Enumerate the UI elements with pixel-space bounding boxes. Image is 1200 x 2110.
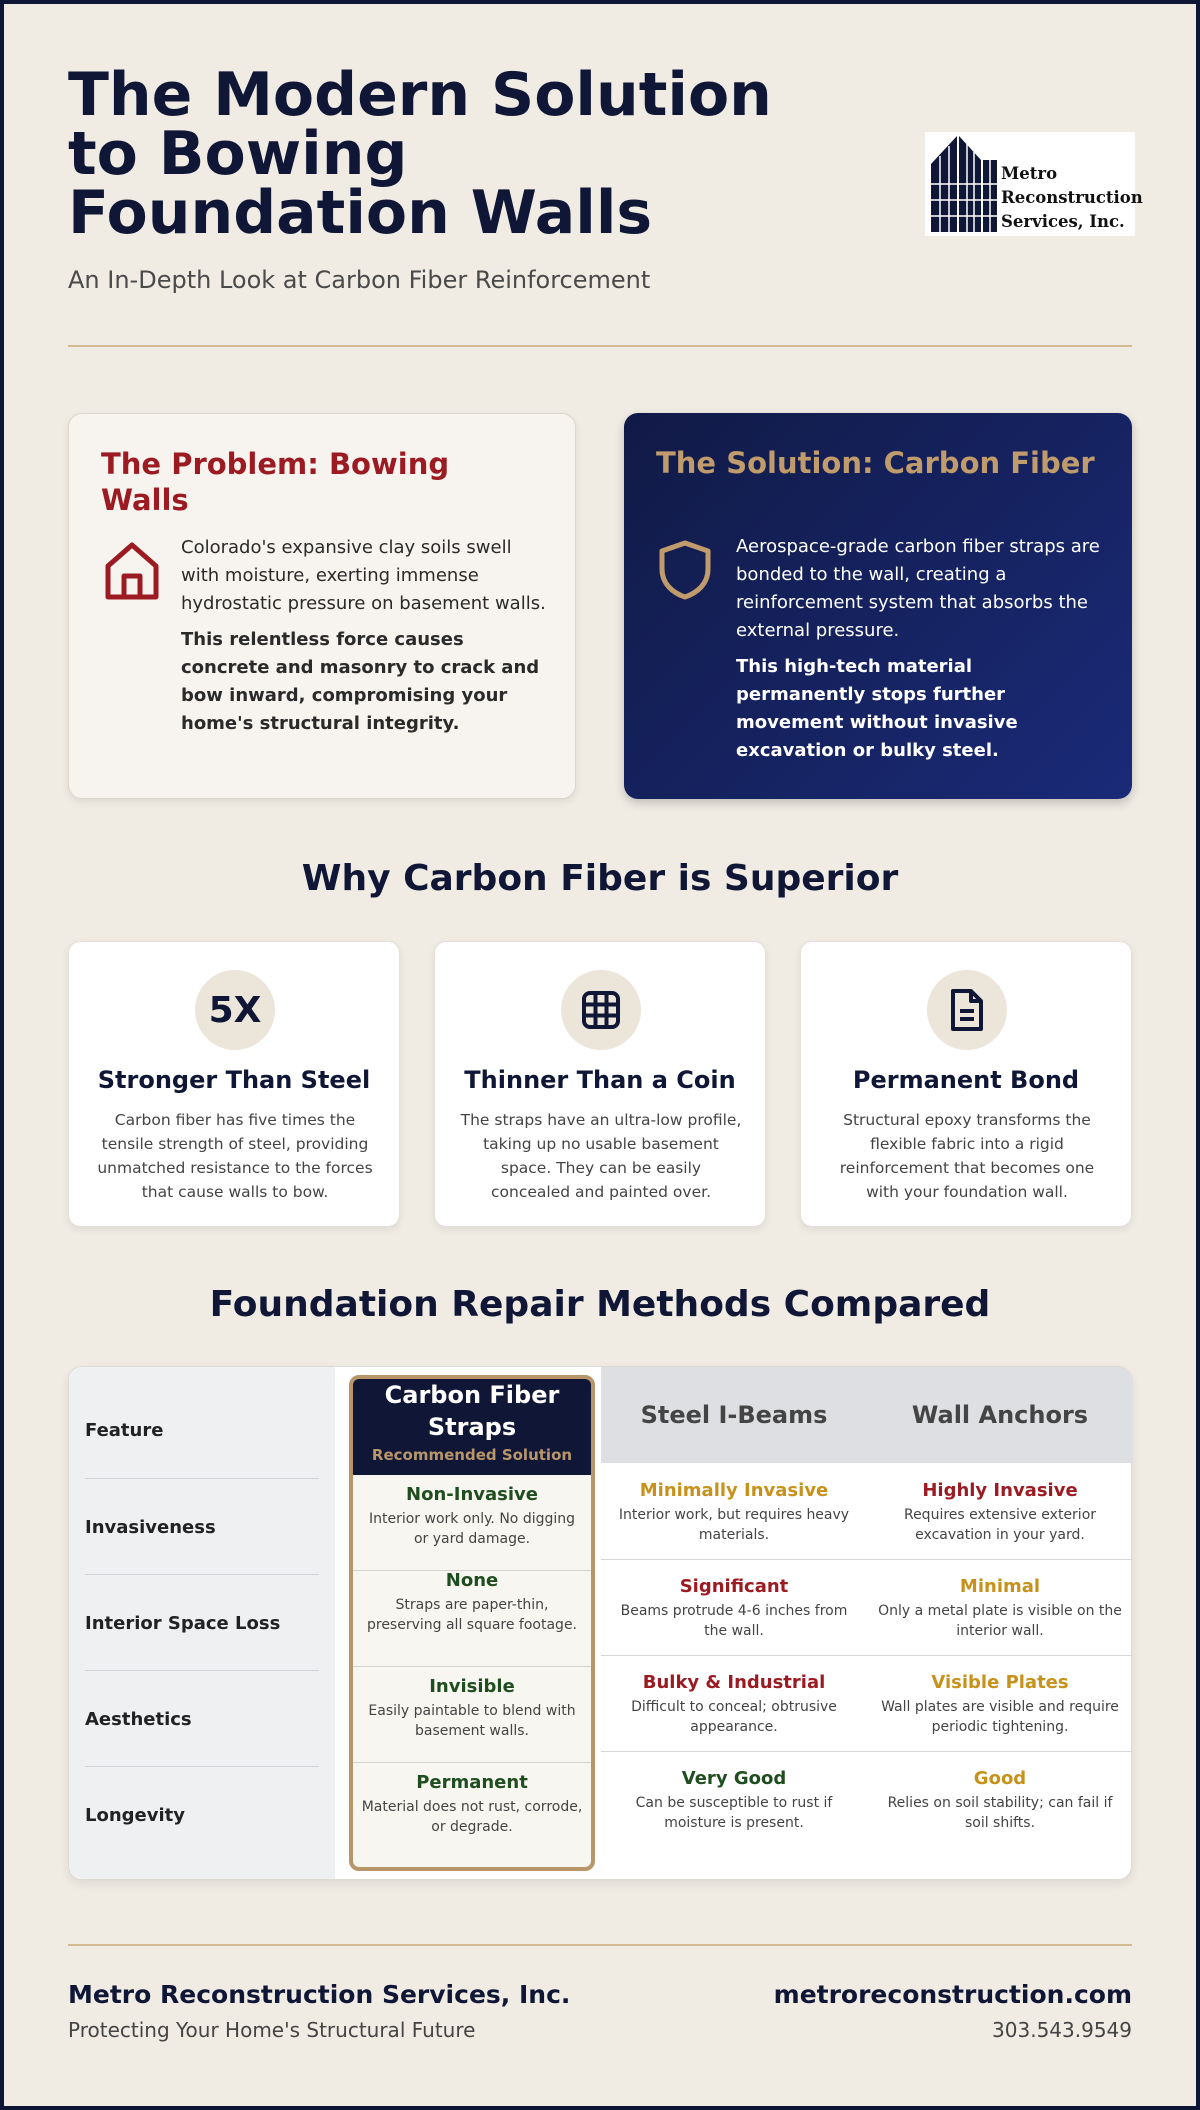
bond-badge	[927, 970, 1007, 1050]
problem-title: The Problem: Bowing Walls	[101, 447, 450, 517]
anchors-header: Wall Anchors	[911, 1401, 1089, 1429]
carbon-divider	[353, 1762, 591, 1763]
footer-tagline: Protecting Your Home's Structural Future	[68, 2018, 476, 2042]
solution-title: The Solution: Carbon Fiber	[656, 446, 1095, 480]
anchors-desc: Requires extensive exterior excavation in your yard.	[903, 1507, 1097, 1543]
steel-cell	[609, 1767, 859, 1833]
bond-title: Permanent Bond	[852, 1066, 1080, 1094]
carbon-desc: Straps are paper-thin, preserving all square footage.	[366, 1597, 578, 1633]
carbon-value: Permanent	[416, 1772, 528, 1793]
anchors-desc: Relies on soil stability; can fail if soil shifts.	[887, 1795, 1113, 1831]
feature-tile-thin	[434, 941, 766, 1227]
recommended-badge: Recommended Solution	[371, 1446, 573, 1464]
feature-header: Feature	[85, 1419, 164, 1441]
thin-badge	[561, 970, 641, 1050]
steel-cell	[609, 1671, 859, 1737]
footer-phone-number[interactable]: 303.543.9549	[992, 2018, 1132, 2042]
steel-value: Very Good	[681, 1768, 787, 1789]
shield-icon	[658, 539, 712, 605]
carbon-desc: Interior work only. No digging or yard damage.	[368, 1511, 576, 1547]
thin-title: Thinner Than a Coin	[464, 1066, 736, 1094]
feature-space-loss: Interior Space Loss	[85, 1612, 281, 1634]
feature-invasiveness: Invasiveness	[85, 1516, 216, 1538]
carbon-cell	[361, 1675, 583, 1741]
solution-body	[736, 533, 1106, 765]
comparison-section-title: Foundation Repair Methods Compared	[209, 1284, 991, 1325]
steel-desc: Can be susceptible to rust if moisture is present.	[635, 1795, 833, 1831]
logo-wordmark: Metro Reconstruction Services, Inc.	[1001, 164, 1143, 231]
steel-header: Steel I-Beams	[640, 1401, 828, 1429]
feature-tile-strength	[68, 941, 400, 1227]
steel-value: Bulky & Industrial	[642, 1672, 826, 1693]
row-divider	[601, 1751, 1133, 1752]
document-icon	[947, 987, 987, 1033]
house-icon	[103, 540, 161, 606]
carbon-fiber-header	[353, 1379, 591, 1475]
feature-tile-bond	[800, 941, 1132, 1227]
anchors-value: Good	[973, 1768, 1027, 1789]
feature-aesthetics: Aesthetics	[85, 1708, 192, 1730]
row-divider	[601, 1655, 1133, 1656]
building-logo-icon	[929, 136, 999, 232]
carbon-cell	[361, 1569, 583, 1635]
header-divider	[68, 345, 1132, 347]
thin-text: The straps have an ultra-low profile, taking up no usable basement space. They can be easily concealed and painted over.	[460, 1111, 742, 1201]
company-logo	[925, 132, 1143, 236]
solution-bold-text: This high-tech material permanently stops further movement without invasive excavation or bulky steel.	[736, 656, 1018, 761]
page-title: The Modern Solution to Bowing Foundation Walls	[68, 60, 772, 248]
anchors-value: Visible Plates	[931, 1672, 1069, 1693]
feature-column	[69, 1367, 335, 1879]
carbon-desc: Material does not rust, corrode, or degrade.	[361, 1799, 583, 1835]
problem-card	[68, 413, 576, 799]
problem-text: Colorado's expansive clay soils swell with moisture, exerting immense hydrostatic pressure on basement walls.	[181, 537, 546, 614]
row-divider	[601, 1559, 1133, 1560]
steel-cell	[609, 1479, 859, 1545]
solution-card	[624, 413, 1132, 799]
strength-title: Stronger Than Steel	[97, 1066, 371, 1094]
steel-value: Minimally Invasive	[639, 1480, 829, 1501]
footer-website-link[interactable]: metroreconstruction.com	[773, 1980, 1132, 2009]
solution-text: Aerospace-grade carbon fiber straps are bonded to the wall, creating a reinforcement system that absorbs the external pressure.	[736, 536, 1100, 641]
anchors-value: Minimal	[959, 1576, 1041, 1597]
steel-value: Significant	[679, 1576, 789, 1597]
footer-company-name: Metro Reconstruction Services, Inc.	[68, 1980, 571, 2009]
steel-desc: Beams protrude 4-6 inches from the wall.	[620, 1603, 848, 1639]
anchors-cell	[875, 1767, 1125, 1833]
anchors-cell	[875, 1575, 1125, 1641]
strength-text: Carbon fiber has five times the tensile strength of steel, providing unmatched resistance to the forces that cause walls to bow.	[97, 1111, 373, 1201]
carbon-value: Invisible	[429, 1676, 515, 1697]
steel-cell	[609, 1575, 859, 1641]
grid-icon	[580, 989, 622, 1031]
strength-badge	[195, 970, 275, 1050]
comparison-table	[68, 1366, 1132, 1880]
infographic-page	[4, 4, 1196, 2106]
anchors-cell	[875, 1671, 1125, 1737]
anchors-desc: Only a metal plate is visible on the interior wall.	[878, 1603, 1122, 1639]
bond-text: Structural epoxy transforms the flexible fabric into a rigid reinforcement that becomes one with your foundation wall.	[839, 1111, 1095, 1201]
problem-body	[181, 534, 551, 738]
footer-divider	[68, 1944, 1132, 1946]
strength-badge-text: 5X	[208, 989, 262, 1031]
feature-longevity: Longevity	[85, 1804, 185, 1826]
page-subtitle: An In-Depth Look at Carbon Fiber Reinforcement	[68, 266, 651, 294]
carbon-desc: Easily paintable to blend with basement walls.	[368, 1703, 576, 1739]
carbon-value: None	[445, 1570, 499, 1591]
anchors-cell	[875, 1479, 1125, 1545]
problem-bold-text: This relentless force causes concrete and masonry to crack and bow inward, compromising your home's structural integrity.	[181, 629, 540, 734]
steel-desc: Interior work, but requires heavy materials.	[618, 1507, 850, 1543]
carbon-fiber-title: Carbon Fiber Straps	[384, 1381, 560, 1441]
carbon-fiber-column	[349, 1375, 595, 1871]
steel-desc: Difficult to conceal; obtrusive appearance.	[631, 1699, 837, 1735]
anchors-desc: Wall plates are visible and require periodic tightening.	[881, 1699, 1119, 1735]
carbon-cell	[361, 1483, 583, 1549]
carbon-value: Non-Invasive	[406, 1484, 538, 1505]
carbon-cell	[361, 1771, 583, 1837]
carbon-divider	[353, 1666, 591, 1667]
superior-section-title: Why Carbon Fiber is Superior	[301, 858, 899, 899]
anchors-value: Highly Invasive	[922, 1480, 1078, 1501]
